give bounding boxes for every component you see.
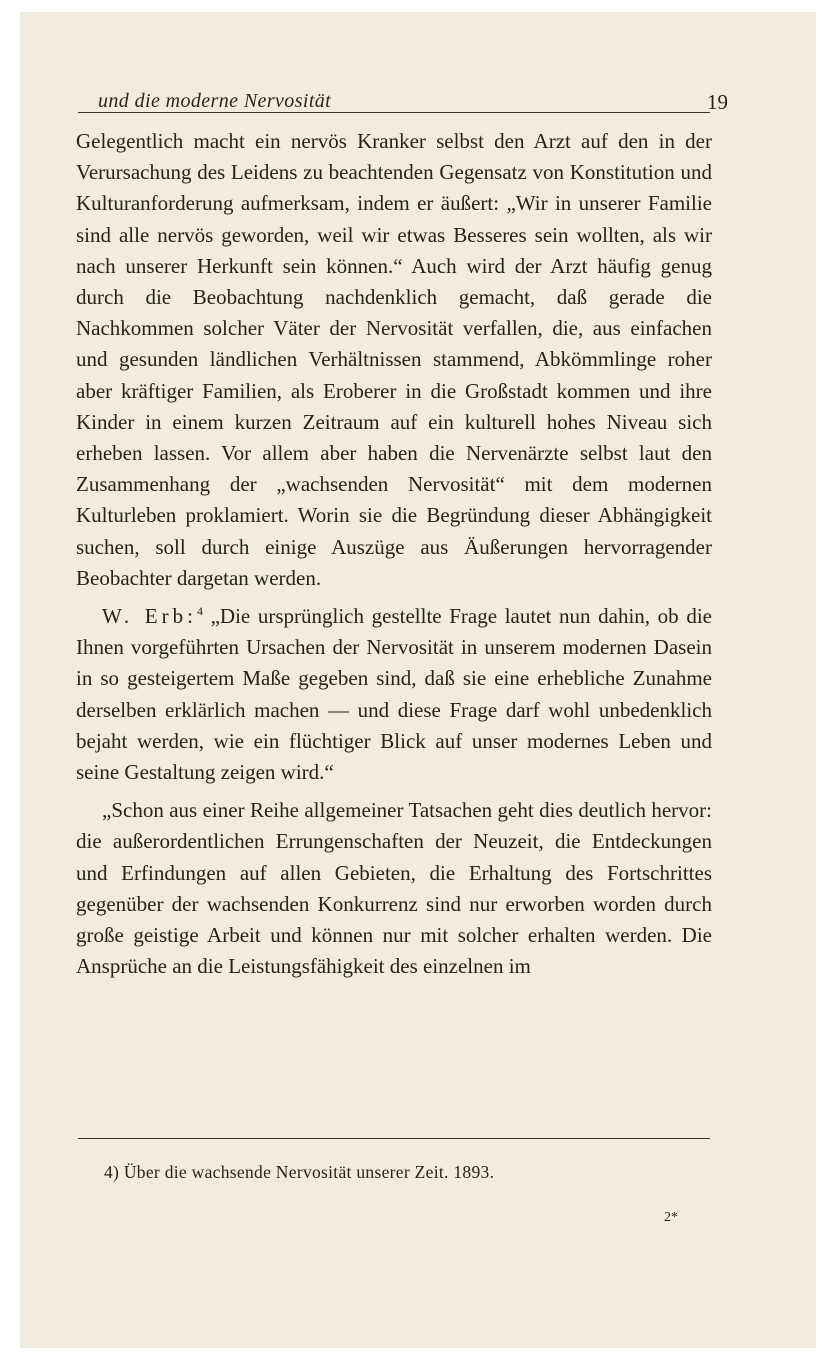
footnote-rule — [78, 1138, 710, 1139]
paragraph-2-text: „Die ursprünglich gestellte Frage lautet nun dahin, ob die Ihnen vorgeführten Ursachen der Nervosität in unserem modernen Dasein in so gesteigertem Maße gegeben sind, daß sie eine erhebliche Zunahme derselben erklärlich machen — und diese Frage darf wohl unbedenklich bejaht werden, wie ein flüchtiger Blick auf unser modernes Leben und seine Gestaltung zeigen wird.“ — [76, 604, 712, 785]
footnote: 4) Über die wachsende Nervosität unserer Zeit. 1893. — [104, 1162, 495, 1182]
paragraph-1: Gelegentlich macht ein nervös Kranker selbst den Arzt auf den in der Verursachung des Leidens zu beachtenden Gegensatz von Konstitution und Kulturanforderung aufmerksam, indem er äußert: „Wir in unserer Familie sind alle nervös geworden, weil wir etwas Besseres sein wollten, als wir nach unserer Herkunft sein können.“ Auch wird der Arzt häufig genug durch die Beobachtung nachdenklich gemacht, daß gerade die Nachkommen solcher Väter der Nervosität verfallen, die, aus einfachen und gesunden ländlichen Verhältnissen stammend, Abkömmlinge roher aber kräftiger Familien, als Eroberer in die Großstadt kommen und ihre Kinder in einem kurzen Zeitraum auf ein kulturell hohes Niveau sich erheben lassen. Vor allem aber haben die Nervenärzte selbst laut den Zusammenhang der „wachsenden Nervosität“ mit dem modernen Kulturleben proklamiert. Worin sie die Begründung dieser Abhängigkeit suchen, soll durch einige Auszüge aus Äußerungen hervorragender Beobachter dargetan werden. — [76, 129, 712, 590]
author-name: W. Erb: — [102, 604, 197, 629]
printer-signature: 2* — [664, 1210, 678, 1225]
body-text — [76, 126, 712, 982]
paragraph-2 — [76, 601, 712, 788]
header-rule — [78, 112, 710, 113]
footnote-reference: 4 — [196, 604, 203, 619]
page-number: 19 — [707, 90, 728, 114]
header-title: und die moderne Nervosität — [98, 90, 332, 112]
running-header — [98, 90, 730, 120]
paragraph-3: „Schon aus einer Reihe allgemeiner Tatsachen geht dies deutlich hervor: die außerordentlichen Errungenschaften der Neuzeit, die Entdeckungen und Erfindungen auf allen Gebieten, die Erhaltung des Fortschrittes gegenüber der wachsenden Konkurrenz sind nur erworben worden durch große geistige Arbeit und können nur mit solcher erhalten werden. Die Ansprüche an die Leistungsfähigkeit des einzelnen im — [76, 798, 712, 979]
